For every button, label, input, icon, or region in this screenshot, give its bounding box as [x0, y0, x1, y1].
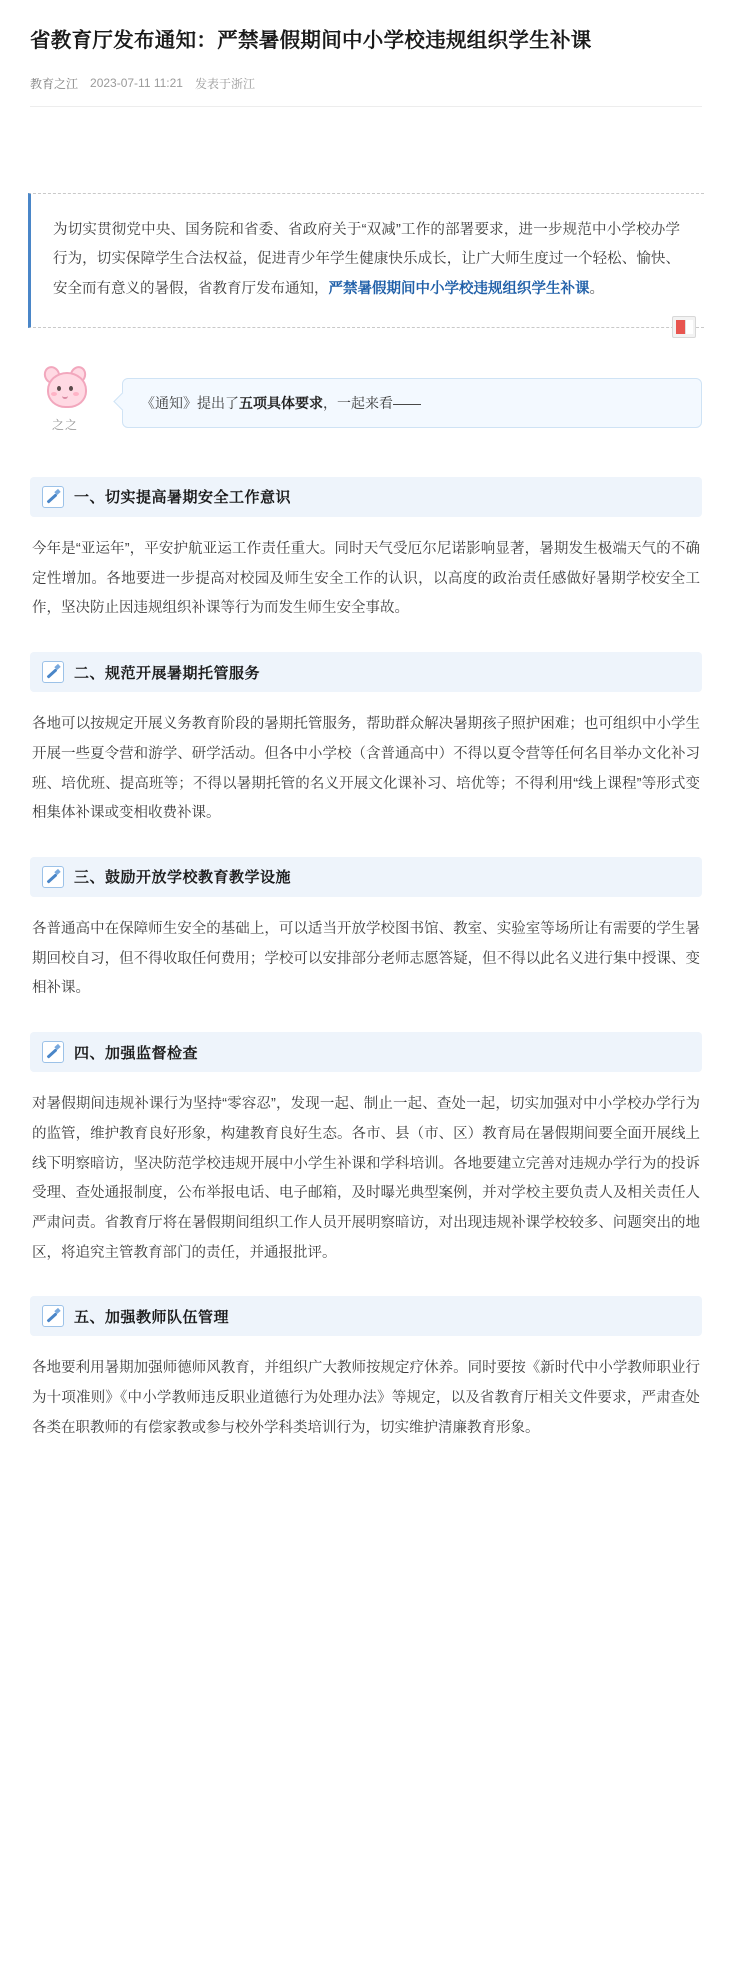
article-header: [0, 0, 732, 106]
article-source[interactable]: 教育之江: [30, 76, 79, 91]
speech-bubble: [122, 378, 702, 428]
section-header: [30, 1296, 702, 1336]
section-title: 三、鼓励开放学校教育教学设施: [74, 869, 292, 887]
section-3: [0, 857, 732, 1006]
section-title: 二、规范开展暑期托管服务: [74, 664, 261, 682]
mascot-icon: [42, 370, 88, 412]
section-title: 一、切实提高暑期安全工作意识: [74, 489, 292, 507]
bubble-text-after: ，一起来看——: [323, 394, 421, 411]
pencil-icon: [42, 661, 64, 683]
intro-text-after: 。: [589, 281, 604, 298]
intro-block: [28, 193, 704, 328]
pencil-icon: [42, 1041, 64, 1063]
intro-text-highlight: 严禁暑假期间中小学校违规组织学生补课: [328, 281, 590, 298]
header-spacer: [0, 107, 732, 193]
section-body: 各地可以按规定开展义务教育阶段的暑期托管服务，帮助群众解决暑期孩子照护困难；也可组织中小学生开展一些夏令营和游学、研学活动。但各中小学校（含普通高中）不得以夏令营等任何名目举办文化补习班、培优班、提高班等；不得以暑期托管的名义开展文化课补习、培优等；不得利用“线上课程”等形式变相集体补课或变相收费补课。: [32, 716, 700, 822]
section-body: 各普通高中在保障师生安全的基础上，可以适当开放学校图书馆、教室、实验室等场所让有需要的学生暑期回校自习，但不得收取任何费用；学校可以安排部分老师志愿答疑，但不得以此名义进行集中授课、变相补课。: [32, 920, 700, 997]
section-header: [30, 857, 702, 897]
byline: [30, 75, 702, 106]
section-1: [0, 477, 732, 626]
section-body: 各地要利用暑期加强师德师风教育，并组织广大教师按规定疗休养。同时要按《新时代中小学教师职业行为十项准则》《中小学教师违反职业道德行为处理办法》等规定，以及省教育厅相关文件要求，严肃查处各类在职教师的有偿家教或参与校外学科类培训行为，切实维护清廉教育形象。: [32, 1360, 700, 1436]
intro-paragraph: [28, 193, 704, 328]
section-header: [30, 477, 702, 517]
intro-text-before: 为切实贯彻党中央、国务院和省委、省政府关于“双减”工作的部署要求，进一步规范中小学校办学行为，切实保障学生合法权益，促进青少年学生健康快乐成长，让广大师生度过一个轻松、愉快、安全而有意义的暑假，省教育厅发布通知，: [53, 221, 680, 298]
section-2: [0, 652, 732, 831]
article-date: 2023-07-11 11:21: [90, 76, 183, 91]
section-title: 四、加强监督检查: [74, 1044, 199, 1062]
section-header: [30, 652, 702, 692]
publish-location: 发表于浙江: [194, 76, 255, 91]
section-4: [0, 1032, 732, 1270]
section-list: [0, 433, 732, 1486]
section-title: 五、加强教师队伍管理: [74, 1308, 230, 1326]
mascot-row: [0, 328, 732, 433]
pencil-icon: [42, 486, 64, 508]
mascot-name: 之之: [51, 417, 78, 432]
bubble-text-highlight: 五项具体要求: [239, 394, 323, 411]
bubble-text-before: 《通知》提出了: [141, 394, 239, 411]
section-5: [0, 1296, 732, 1445]
section-body: 对暑假期间违规补课行为坚持“零容忍”，发现一起、制止一起、查处一起，切实加强对中小学校办学行为的监管，维护教育良好形象，构建教育良好生态。各市、县（市、区）教育局在暑假期间要全面开展线上线下明察暗访，坚决防范学校违规开展中小学生补课和学科培训。各地要建立完善对违规办学行为的投诉受理、查处通报制度，公布举报电话、电子邮箱，及时曝光典型案例，并对学校主要负责人及相关责任人严肃问责。省教育厅将在暑假期间组织工作人员开展明察暗访，对出现违规补课学校较多、问题突出的地区，将追究主管教育部门的责任，并通报批评。: [32, 1096, 700, 1261]
section-body: 今年是“亚运年”，平安护航亚运工作责任重大。同时天气受厄尔尼诺影响显著，暑期发生极端天气的不确定性增加。各地要进一步提高对校园及师生安全工作的认识，以高度的政治责任感做好暑期学校安全工作，坚决防止因违规组织补课等行为而发生师生安全事故。: [32, 540, 700, 617]
document-stamp-icon: [672, 316, 696, 338]
section-header: [30, 1032, 702, 1072]
page-title: 省教育厅发布通知：严禁暑假期间中小学校违规组织学生补课: [30, 29, 592, 52]
pencil-icon: [42, 1305, 64, 1327]
avatar: [36, 370, 94, 433]
pencil-icon: [42, 866, 64, 888]
